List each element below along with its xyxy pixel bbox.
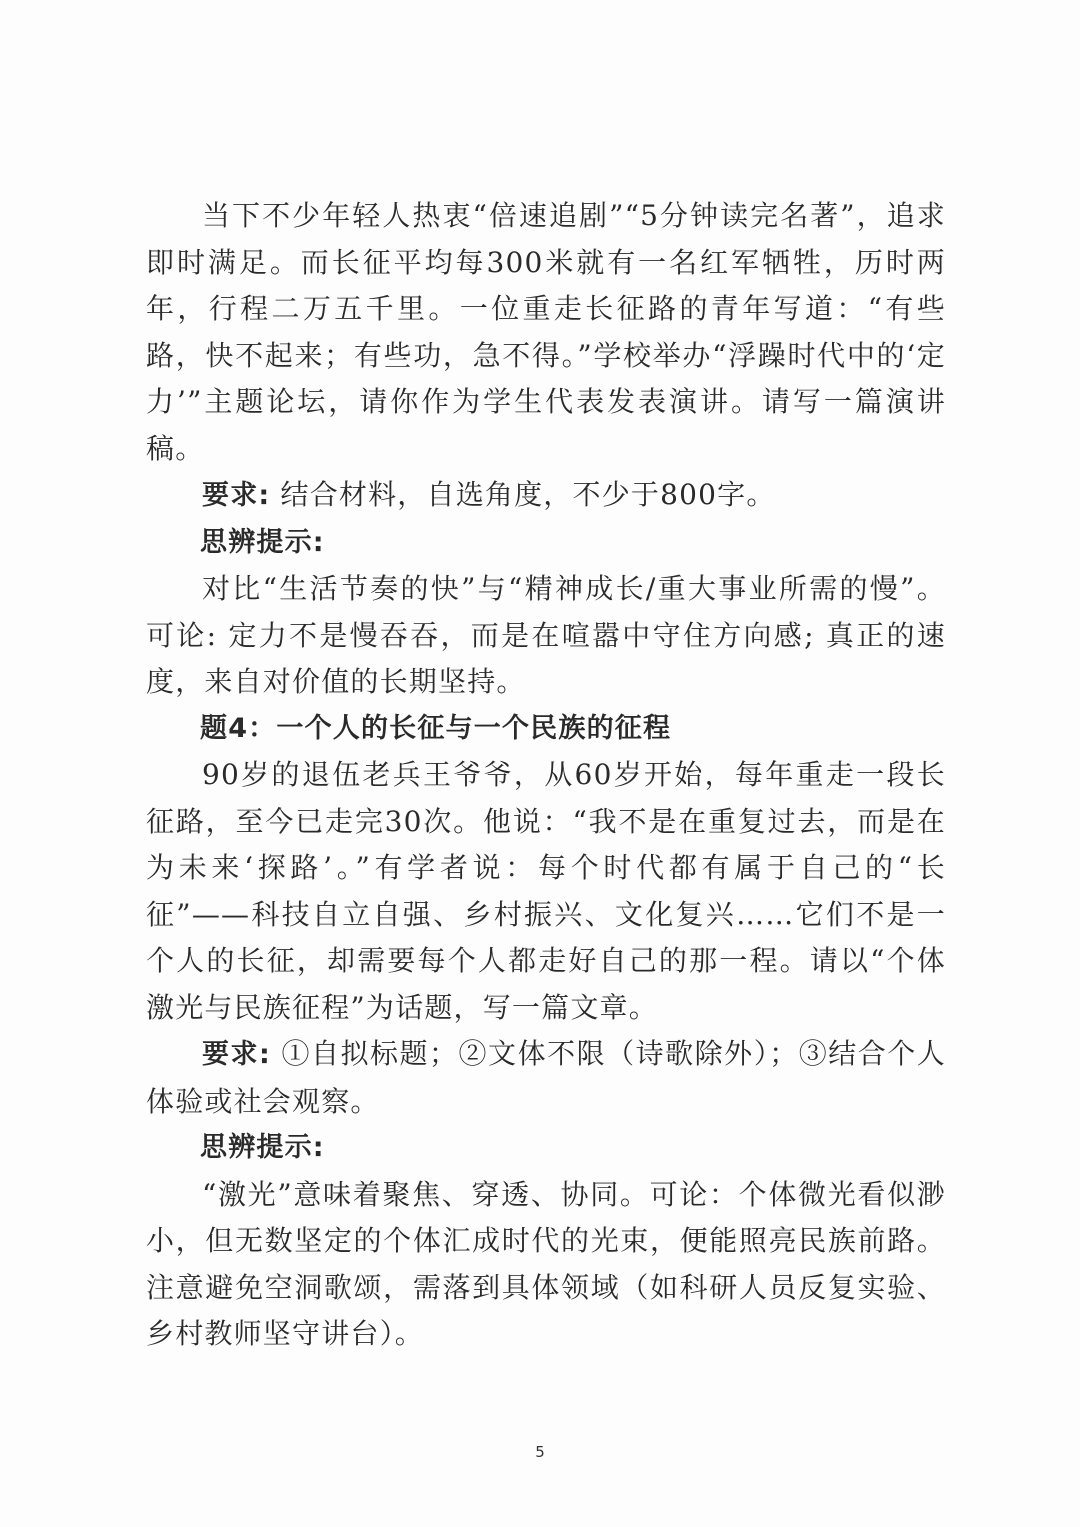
topic4-hint-label: 思辨提示: — [200, 1132, 325, 1163]
topic4-requirement — [146, 1031, 946, 1125]
topic4-material: 90岁的退伍老兵王爷爷，从60岁开始，每年重走一段长征路，至今已走完30次。他说：“我不是在重复过去，而是在为未来‘探路’。”有学者说：每个时代都有属于自己的“长征”——科技自立自强、乡村振兴、文化复兴……它们不是一个人的长征，却需要每个人都走好自己的那一程。请以“个体激光与民族征程”为话题，写一篇文章。 — [146, 758, 946, 1024]
topic3-material: 当下不少年轻人热衷“倍速追剧”“5分钟读完名著”，追求即时满足。而长征平均每300米就有一名红军牺牲，历时两年，行程二万五千里。一位重走长征路的青年写道：“有些路，快不起来；有些功，急不得。”学校举办“浮躁时代中的‘定力’”主题论坛，请你作为学生代表发表演讲。请写一篇演讲稿。 — [146, 199, 946, 465]
topic4-title: 题4：一个人的长征与一个民族的征程 — [200, 712, 672, 744]
topic3-requirement — [146, 472, 946, 520]
requirement-text: 结合材料，自选角度，不少于800字。 — [270, 478, 776, 511]
requirement-text: ①自拟标题；②文体不限（诗歌除外）；③结合个人体验或社会观察。 — [146, 1037, 946, 1118]
page-content — [146, 193, 946, 1358]
topic4-hint-text: “激光”意味着聚焦、穿透、协同。可论：个体微光看似渺小，但无数坚定的个体汇成时代的光束，便能照亮民族前路。注意避免空洞歌颂，需落到具体领域（如科研人员反复实验、乡村教师坚守讲台）。 — [146, 1177, 946, 1350]
page-number: 5 — [535, 1443, 545, 1461]
topic3-hint-label: 思辨提示: — [200, 526, 325, 558]
requirement-label: 要求: — [202, 1039, 272, 1070]
requirement-label: 要求: — [202, 480, 271, 511]
topic3-hint-text: 对比“生活节奏的快”与“精神成长/重大事业所需的慢”。可论: 定力不是慢吞吞，而是在喧嚣中守住方向感; 真正的速度，来自对价值的长期坚持。 — [146, 572, 946, 698]
